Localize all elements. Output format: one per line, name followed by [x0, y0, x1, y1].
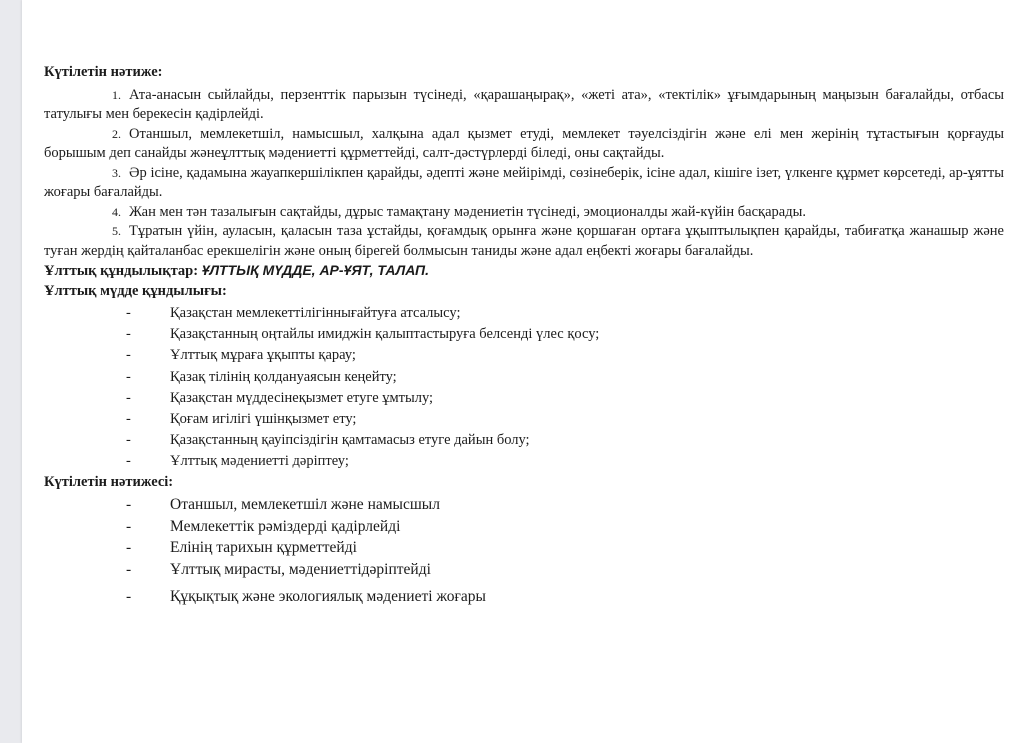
list-item: [44, 324, 1004, 345]
national-values-label: Ұлттық құндылықтар:: [44, 263, 199, 279]
list-item: [44, 367, 1004, 388]
item-text: Мемлекеттік рәміздерді қадірлейді: [170, 517, 401, 535]
national-interest-list: [44, 303, 1004, 473]
item-text: Қоғам игілігі үшінқызмет ету;: [170, 411, 357, 428]
dash-bullet: -: [126, 588, 132, 606]
list-item: [44, 451, 1004, 472]
list-item: [44, 516, 1004, 538]
list-item: [44, 559, 1004, 581]
dash-bullet: -: [126, 305, 131, 321]
item-text: Тұратын үйін, ауласын, қаласын таза ұстайды, қоғамдық орынға және қоршаған ортаға ұқыптылықпен қарайды, табиғатқа жанашыр және туған жердің қайталанбас ерекшелігін және оның бірегей болмысын таниды және адал еңбекті жоғары бағалайды.: [44, 223, 1004, 259]
national-values-text: ҰЛТТЫҚ МҮДДЕ, АР-ҰЯТ, ТАЛАП.: [201, 262, 429, 278]
dash-bullet: -: [126, 411, 131, 428]
dash-bullet: -: [126, 347, 131, 364]
dash-bullet: -: [126, 389, 131, 406]
list-item: [44, 345, 1004, 366]
dash-bullet: -: [126, 453, 131, 470]
list-item: [44, 586, 1004, 608]
expected-result-list: [44, 86, 1004, 262]
dash-bullet: -: [126, 496, 132, 514]
item-number: 2.: [112, 126, 121, 141]
list-item: [44, 222, 1004, 261]
item-text: Отаншыл, мемлекетшіл және намысшыл: [170, 496, 440, 514]
dash-bullet: -: [126, 517, 132, 535]
item-number: 5.: [112, 224, 121, 238]
item-text: Қазақстанның қауіпсіздігін қамтамасыз етуге дайын болу;: [170, 432, 530, 449]
dash-bullet: -: [126, 368, 131, 385]
list-item: [44, 409, 1004, 430]
item-text: Ұлттық мұраға ұқыпты қарау;: [170, 347, 356, 364]
item-number: 1.: [112, 87, 121, 102]
national-values-line: [44, 261, 1004, 282]
item-text: Ұлттық мирасты, мәдениеттідәріптейді: [170, 560, 431, 578]
expected-result-heading: Күтілетін нәтиже:: [44, 64, 163, 80]
list-item: [44, 125, 1004, 164]
list-item: [44, 494, 1004, 516]
item-text: Қазақстан мүддесінеқызмет етуге ұмтылу;: [170, 389, 434, 406]
item-text: Қазақстанның оңтайлы имиджін қалыптастыруға белсенді үлес қосу;: [170, 326, 600, 343]
item-text: Ұлттық мәдениетті дәріптеу;: [170, 453, 349, 470]
list-item: [44, 537, 1004, 559]
document-page: [22, 0, 1024, 743]
list-item: [44, 203, 1004, 223]
expected-outcome-heading: Күтілетін нәтижесі:: [44, 473, 174, 490]
national-interest-heading: Ұлттық мүдде құндылығы:: [44, 282, 227, 299]
item-text: Ата-анасын сыйлайды, перзенттік парызын түсінеді, «қарашаңырақ», «жеті ата», «тектілік» ұғымдарының маңызын бағалайды, отбасы татулығы мен берекесін қадірлейді.: [44, 86, 1004, 122]
item-text: Жан мен тән тазалығын сақтайды, дұрыс тамақтану мәдениетін түсінеді, эмоционалды жай-күйін басқарады.: [129, 203, 806, 220]
list-item: [44, 86, 1004, 125]
item-text: Елінің тарихын құрметтейді: [170, 539, 357, 557]
item-number: 3.: [112, 165, 121, 180]
list-item: [44, 164, 1004, 203]
dash-bullet: -: [126, 326, 131, 343]
item-text: Қазақстан мемлекеттілігіннығайтуға атсалысу;: [170, 305, 461, 321]
list-item: [44, 430, 1004, 451]
item-text: Қазақ тілінің қолдануаясын кеңейту;: [170, 368, 397, 385]
dash-bullet: -: [126, 539, 132, 557]
list-item: [44, 303, 1004, 324]
dash-bullet: -: [126, 432, 131, 449]
item-number: 4.: [112, 204, 121, 219]
item-text: Құқықтық және экологиялық мәдениеті жоғары: [170, 588, 486, 606]
dash-bullet: -: [126, 560, 132, 578]
document-body: [44, 63, 1004, 608]
item-text: Әр ісіне, қадамына жауапкершілікпен қарайды, әдепті және мейірімді, сөзінеберік, ісіне адал, кішіге ізет, үлкенге құрмет көрсетеді, ар-ұятты жоғары бағалайды.: [44, 164, 1004, 200]
list-item: [44, 388, 1004, 409]
expected-outcome-list: [44, 494, 1004, 608]
item-text: Отаншыл, мемлекетшіл, намысшыл, халқына адал қызмет етуді, мемлекет тәуелсіздігін және елі мен жерінің тұтастығын қорғауды борышым деп санайды жәнеұлттық мәдениетті құрметтейді, салт-дәстүрлерді біледі, оны сақтайды.: [44, 125, 1004, 161]
